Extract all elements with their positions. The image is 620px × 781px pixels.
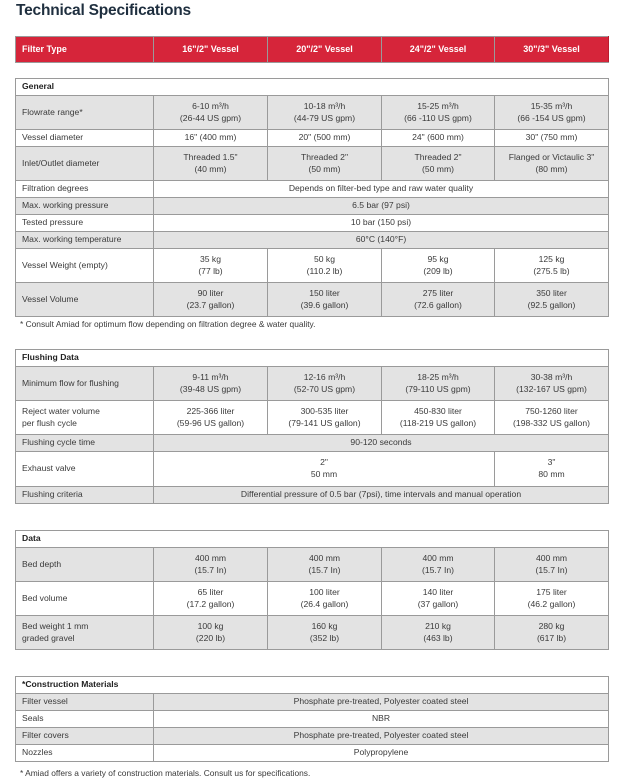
table-row — [16, 367, 609, 401]
row-label: Exhaust valve — [16, 452, 154, 487]
cell-value: 90 liter (23.7 gallon) — [154, 283, 268, 317]
table-row — [16, 232, 609, 249]
cell-value: 2" 50 mm — [154, 452, 495, 487]
table-row — [16, 96, 609, 130]
cell-value: 400 mm (15.7 In) — [382, 548, 495, 582]
cell-value: Threaded 2" (50 mm) — [268, 147, 382, 181]
row-label: Bed volume — [16, 582, 154, 616]
cell-value: Phosphate pre-treated, Polyester coated steel — [154, 694, 609, 711]
cell-value: 35 kg (77 lb) — [154, 249, 268, 283]
cell-value: 400 mm (15.7 In) — [154, 548, 268, 582]
table-row — [16, 283, 609, 317]
cell-value: 275 liter (72.6 gallon) — [382, 283, 495, 317]
row-label: Vessel Volume — [16, 283, 154, 317]
section-title-data: Data — [16, 531, 609, 548]
table-row — [16, 249, 609, 283]
cell-value: Phosphate pre-treated, Polyester coated steel — [154, 728, 609, 745]
row-label: Filtration degrees — [16, 181, 154, 198]
row-label: Inlet/Outlet diameter — [16, 147, 154, 181]
cell-value: 150 liter (39.6 gallon) — [268, 283, 382, 317]
cell-value: 95 kg (209 lb) — [382, 249, 495, 283]
row-label: Flushing cycle time — [16, 435, 154, 452]
cell-value: 60°C (140°F) — [154, 232, 609, 249]
cell-value: 15-25 m³/h (66 -110 US gpm) — [382, 96, 495, 130]
cell-value: 50 kg (110.2 lb) — [268, 249, 382, 283]
construction-footnote: * Amiad offers a variety of construction materials. Consult us for specifications. — [20, 768, 311, 778]
vessel-header-30: 30"/3" Vessel — [495, 37, 609, 63]
row-label: Seals — [16, 711, 154, 728]
table-row — [16, 548, 609, 582]
vessel-header-24: 24"/2" Vessel — [382, 37, 495, 63]
cell-value: 30" (750 mm) — [495, 130, 609, 147]
cell-value: 100 liter (26.4 gallon) — [268, 582, 382, 616]
cell-value: 24" (600 mm) — [382, 130, 495, 147]
row-label: Flushing criteria — [16, 487, 154, 504]
cell-value: 6-10 m³/h (26-44 US gpm) — [154, 96, 268, 130]
table-row — [16, 694, 609, 711]
cell-value: 6.5 bar (97 psi) — [154, 198, 609, 215]
general-table — [15, 78, 609, 317]
table-row — [16, 147, 609, 181]
table-row — [16, 198, 609, 215]
row-label: Max. working temperature — [16, 232, 154, 249]
vessel-header-16: 16"/2" Vessel — [154, 37, 268, 63]
cell-value: 10-18 m³/h (44-79 US gpm) — [268, 96, 382, 130]
general-footnote: * Consult Amiad for optimum flow depending on filtration degree & water quality. — [20, 319, 316, 329]
page-title: Technical Specifications — [16, 2, 191, 19]
row-label: Reject water volume per flush cycle — [16, 401, 154, 435]
cell-value: 100 kg (220 lb) — [154, 616, 268, 650]
cell-value: 160 kg (352 lb) — [268, 616, 382, 650]
table-row — [16, 130, 609, 147]
filter-type-label: Filter Type — [16, 37, 154, 63]
data-table — [15, 530, 609, 650]
section-title-flushing: Flushing Data — [16, 350, 609, 367]
row-label: Filter covers — [16, 728, 154, 745]
table-row — [16, 487, 609, 504]
cell-value: 65 liter (17.2 gallon) — [154, 582, 268, 616]
cell-value: 30-38 m³/h (132-167 US gpm) — [495, 367, 609, 401]
cell-value: 12-16 m³/h (52-70 US gpm) — [268, 367, 382, 401]
cell-value: 10 bar (150 psi) — [154, 215, 609, 232]
cell-value: 350 liter (92.5 gallon) — [495, 283, 609, 317]
cell-value: Flanged or Victaulic 3" (80 mm) — [495, 147, 609, 181]
vessel-header-20: 20"/2" Vessel — [268, 37, 382, 63]
row-label: Vessel diameter — [16, 130, 154, 147]
cell-value: 140 liter (37 gallon) — [382, 582, 495, 616]
row-label: Tested pressure — [16, 215, 154, 232]
cell-value: 3" 80 mm — [495, 452, 609, 487]
cell-value: Threaded 1.5" (40 mm) — [154, 147, 268, 181]
table-row — [16, 728, 609, 745]
cell-value: Differential pressure of 0.5 bar (7psi), time intervals and manual operation — [154, 487, 609, 504]
cell-value: Depends on filter-bed type and raw water quality — [154, 181, 609, 198]
flushing-table — [15, 349, 609, 504]
table-row — [16, 181, 609, 198]
table-row — [16, 215, 609, 232]
row-label: Flowrate range* — [16, 96, 154, 130]
table-row — [16, 711, 609, 728]
table-row — [16, 452, 609, 487]
cell-value: NBR — [154, 711, 609, 728]
row-label: Filter vessel — [16, 694, 154, 711]
cell-value: 300-535 liter (79-141 US gallon) — [268, 401, 382, 435]
cell-value: 280 kg (617 lb) — [495, 616, 609, 650]
table-row — [16, 582, 609, 616]
cell-value: 210 kg (463 lb) — [382, 616, 495, 650]
cell-value: 400 mm (15.7 In) — [268, 548, 382, 582]
cell-value: 450-830 liter (118-219 US gallon) — [382, 401, 495, 435]
cell-value: 400 mm (15.7 In) — [495, 548, 609, 582]
row-label: Bed weight 1 mm graded gravel — [16, 616, 154, 650]
cell-value: Threaded 2" (50 mm) — [382, 147, 495, 181]
row-label: Minimum flow for flushing — [16, 367, 154, 401]
cell-value: Polypropylene — [154, 745, 609, 762]
row-label: Nozzles — [16, 745, 154, 762]
row-label: Vessel Weight (empty) — [16, 249, 154, 283]
cell-value: 175 liter (46.2 gallon) — [495, 582, 609, 616]
construction-table — [15, 676, 609, 762]
cell-value: 18-25 m³/h (79-110 US gpm) — [382, 367, 495, 401]
table-row — [16, 745, 609, 762]
cell-value: 16" (400 mm) — [154, 130, 268, 147]
cell-value: 90-120 seconds — [154, 435, 609, 452]
table-row — [16, 401, 609, 435]
cell-value: 225-366 liter (59-96 US gallon) — [154, 401, 268, 435]
cell-value: 9-11 m³/h (39-48 US gpm) — [154, 367, 268, 401]
section-title-construction: *Construction Materials — [16, 677, 609, 694]
table-row — [16, 435, 609, 452]
cell-value: 125 kg (275.5 lb) — [495, 249, 609, 283]
cell-value: 15-35 m³/h (66 -154 US gpm) — [495, 96, 609, 130]
row-label: Bed depth — [16, 548, 154, 582]
table-row — [16, 616, 609, 650]
cell-value: 750-1260 liter (198-332 US gallon) — [495, 401, 609, 435]
filter-type-header — [15, 36, 609, 63]
section-title-general: General — [16, 79, 609, 96]
row-label: Max. working pressure — [16, 198, 154, 215]
cell-value: 20" (500 mm) — [268, 130, 382, 147]
